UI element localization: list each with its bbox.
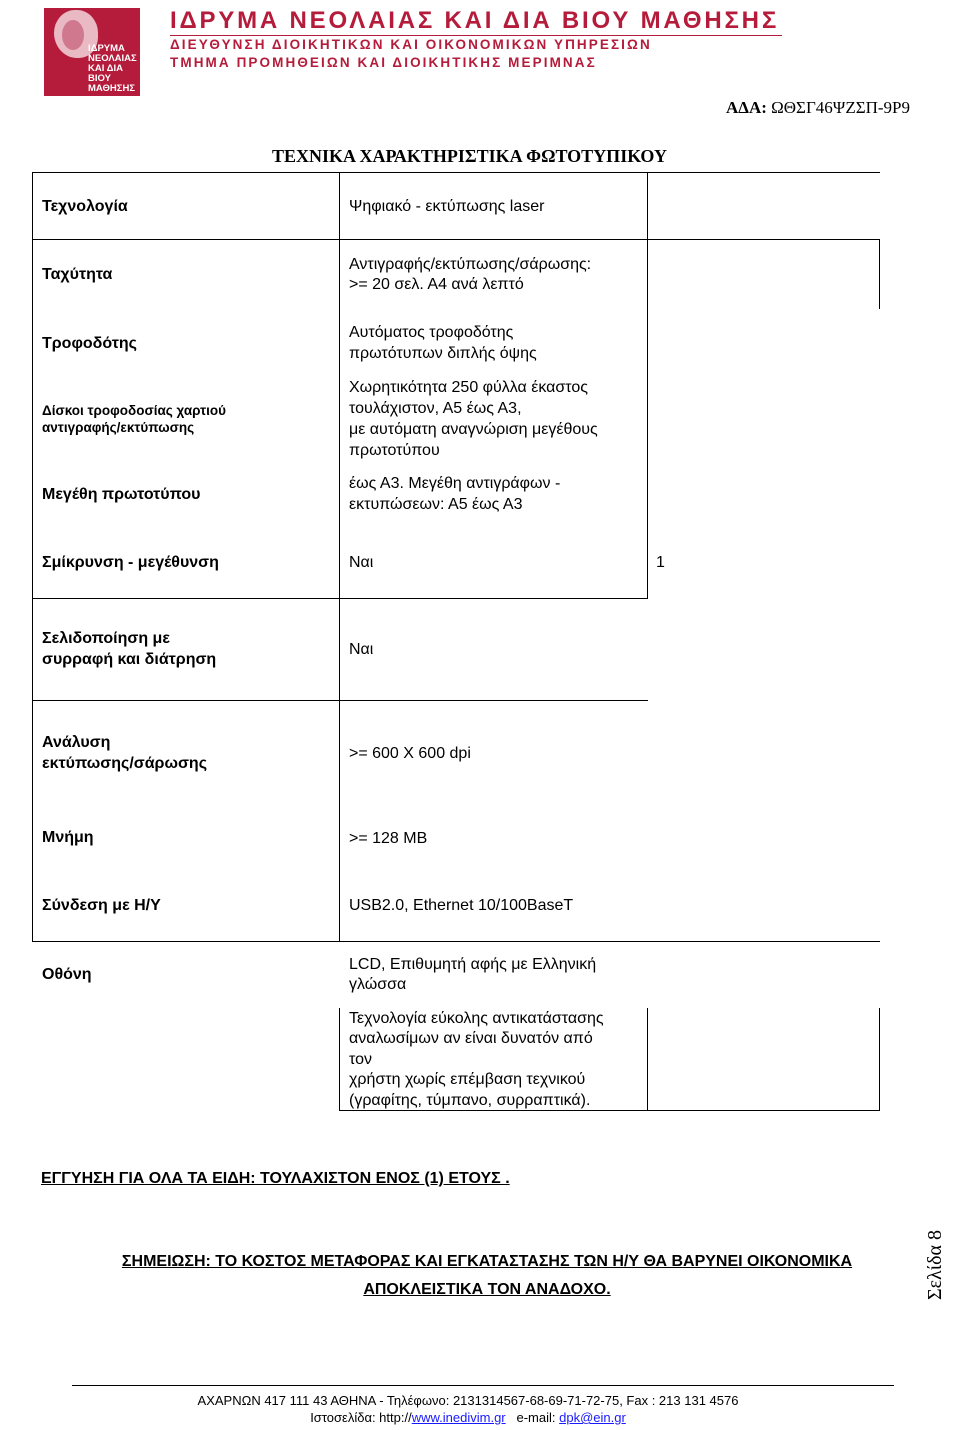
- logo: [44, 8, 140, 96]
- label-feeder: Τροφοδότης: [42, 335, 137, 352]
- footer-contact: [0, 1409, 936, 1426]
- value-sizes-line-2: εκτυπώσεων: Α5 έως Α3: [349, 496, 523, 513]
- table-border: [32, 598, 648, 599]
- value-consumables-line-2: αναλωσίμων αν είναι δυνατόν από: [349, 1030, 593, 1047]
- label-paging-line-2: συρραφή και διάτρηση: [42, 651, 217, 668]
- table-border: [339, 172, 340, 942]
- value-paging: Ναι: [349, 641, 374, 658]
- footer-email-label: e-mail:: [516, 1410, 556, 1425]
- ada-value: ΩΘΣΓ46ΨΖΣΠ-9Ρ9: [771, 98, 910, 117]
- label-technology: Τεχνολογία: [42, 198, 128, 215]
- value-consumables-line-3: τον: [349, 1051, 372, 1068]
- value-resolution: >= 600 X 600 dpi: [349, 745, 471, 762]
- value-trays-line-1: Χωρητικότητα 250 φύλλα έκαστος: [349, 379, 589, 396]
- value-consumables-line-1: Τεχνολογία εύκολης αντικατάστασης: [349, 1010, 604, 1027]
- label-memory: Μνήμη: [42, 829, 94, 846]
- value-sizes-line-1: έως Α3. Μεγέθη αντιγράφων -: [349, 475, 561, 492]
- label-speed: Ταχύτητα: [42, 266, 113, 283]
- value-feeder-line-2: πρωτότυπων διπλής όψης: [349, 345, 537, 362]
- table-border: [879, 239, 880, 309]
- footer-rule: [72, 1385, 894, 1386]
- label-zoom: Σμίκρυνση - μεγέθυνση: [42, 554, 219, 571]
- value-speed-line-1: Αντιγραφής/εκτύπωσης/σάρωσης:: [349, 256, 592, 273]
- table-border: [339, 1008, 340, 1111]
- table-border: [879, 1008, 880, 1111]
- value-screen-line-1: LCD, Επιθυμητή αφής με Ελληνική: [349, 956, 597, 973]
- value-trays-line-4: πρωτοτύπου: [349, 442, 440, 459]
- warranty-note: ΕΓΓΥΗΣΗ ΓΙΑ ΟΛΑ ΤΑ ΕΙΔΗ: ΤΟΥΛΑΧΙΣΤΟΝ ΕΝΟΣ (1) ΕΤΟΥΣ .: [41, 1170, 510, 1187]
- value-technology: Ψηφιακό - εκτύπωσης laser: [349, 198, 545, 215]
- value-zoom: Ναι: [349, 554, 374, 571]
- label-sizes: Μεγέθη πρωτοτύπου: [42, 486, 201, 503]
- ada-label: ΑΔΑ:: [726, 98, 767, 117]
- value-speed-line-2: >= 20 σελ. Α4 ανά λεπτό: [349, 276, 524, 293]
- label-screen: Οθόνη: [42, 966, 92, 983]
- logo-head-inner-shape: [62, 20, 84, 50]
- label-trays-line-2: αντιγραφής/εκτύπωσης: [42, 420, 195, 435]
- footer-email-link[interactable]: dpk@ein.gr: [559, 1410, 626, 1425]
- ada-code: [726, 98, 910, 118]
- cost-note: ΣΗΜΕΙΩΣΗ: ΤΟ ΚΟΣΤΟΣ ΜΕΤΑΦΟΡΑΣ ΚΑΙ ΕΓΚΑΤΑΣΤΑΣΗΣ ΤΩΝ Η/Υ ΘΑ ΒΑΡΥΝΕΙ ΟΙΚΟΝΟΜΙΚΑ ΑΠΟΚΛΕΙΣΤΙΚΑ ΤΟΝ ΑΝΑΔΟΧΟ.: [121, 1253, 853, 1298]
- value-zoom-extra: 1: [656, 554, 665, 571]
- table-border: [32, 172, 880, 173]
- header-subtitle-1: ΔΙΕΥΘΥΝΣΗ ΔΙΟΙΚΗΤΙΚΩΝ ΚΑΙ ΟΙΚΟΝΟΜΙΚΩΝ ΥΠΗΡΕΣΙΩΝ: [170, 37, 652, 52]
- table-border: [32, 700, 648, 701]
- header-title: ΙΔΡΥΜΑ ΝΕΟΛΑΙΑΣ ΚΑΙ ΔΙΑ ΒΙΟΥ ΜΑΘΗΣΗΣ: [170, 7, 780, 34]
- value-consumables-line-4: χρήστη χωρίς επέμβαση τεχνικού: [349, 1071, 586, 1088]
- value-trays-line-3: με αυτόματη αναγνώριση μεγέθους: [349, 421, 598, 438]
- label-resolution-line-2: εκτύπωσης/σάρωσης: [42, 755, 208, 772]
- value-consumables-line-5: (γραφίτης, τύμπανο, συρραπτικά).: [349, 1092, 591, 1109]
- page-number: Σελίδα 8: [924, 1229, 946, 1300]
- label-trays-line-1: Δίσκοι τροφοδοσίας χαρτιού: [42, 403, 226, 418]
- table-border: [32, 172, 33, 942]
- value-memory: >= 128 MB: [349, 830, 428, 847]
- header-subtitle-2: ΤΜΗΜΑ ΠΡΟΜΗΘΕΙΩΝ ΚΑΙ ΔΙΟΙΚΗΤΙΚΗΣ ΜΕΡΙΜΝΑΣ: [170, 55, 597, 70]
- document-title: ΤΕΧΝΙΚΑ ΧΑΡΑΚΤΗΡΙΣΤΙΚΑ ΦΩΤΟΤΥΠΙΚΟΥ: [272, 146, 667, 166]
- table-border: [32, 239, 880, 240]
- label-connection: Σύνδεση με Η/Υ: [42, 897, 161, 914]
- footer-site-label: Ιστοσελίδα: http://: [310, 1410, 412, 1425]
- footer-address: ΑΧΑΡΝΩΝ 417 111 43 ΑΘΗΝΑ - Τηλέφωνο: 2131314567-68-69-71-72-75, Fax : 213 131 4576: [197, 1393, 739, 1408]
- value-connection: USB2.0, Ethernet 10/100BaseT: [349, 897, 574, 914]
- value-screen-line-2: γλώσσα: [349, 976, 407, 993]
- label-paging-line-1: Σελιδοποίηση με: [42, 630, 170, 647]
- logo-text: ΙΔΡΥΜΑ ΝΕΟΛΑΙΑΣ ΚΑΙ ΔΙΑ ΒΙΟΥ ΜΑΘΗΣΗΣ: [88, 43, 137, 94]
- label-resolution-line-1: Ανάλυση: [42, 734, 111, 751]
- footer-site-link[interactable]: www.inedivim.gr: [411, 1410, 506, 1425]
- header-rule: [170, 35, 782, 36]
- value-feeder-line-1: Αυτόματος τροφοδότης: [349, 324, 514, 341]
- footer: [0, 1392, 936, 1426]
- table-border: [647, 172, 648, 598]
- table-border: [647, 1008, 648, 1111]
- value-trays-line-2: τουλάχιστον, Α5 έως Α3,: [349, 400, 522, 417]
- table-border: [32, 941, 880, 942]
